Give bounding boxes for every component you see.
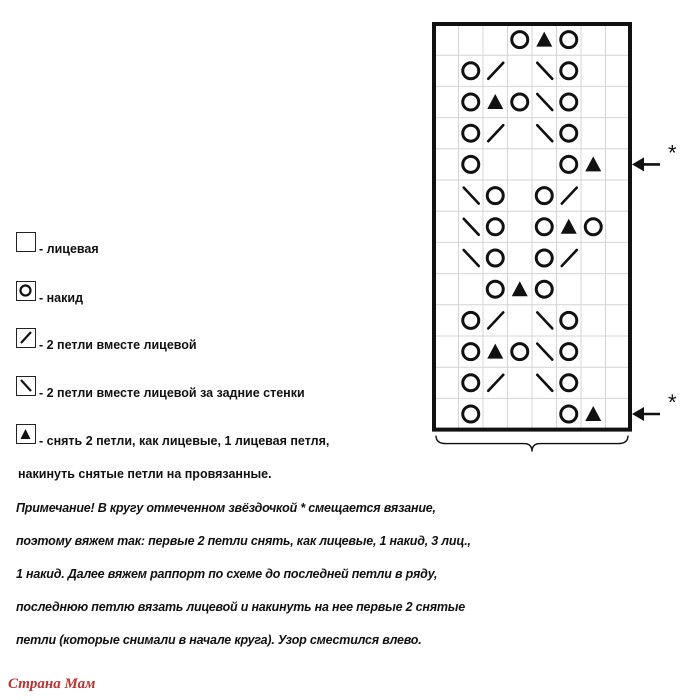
sk2p-mark — [487, 344, 503, 359]
yarn-over-mark — [561, 63, 577, 79]
yarn-over-mark — [512, 94, 528, 110]
yarn-over-mark — [561, 125, 577, 141]
ssk-mark — [537, 63, 552, 79]
yarn-over-mark — [463, 375, 479, 391]
legend-item-k2tog — [16, 328, 197, 352]
k2tog-mark — [488, 63, 503, 79]
sk2p-mark — [512, 281, 528, 296]
legend-label-sk2p-cont: накинуть снятые петли на провязанные. — [18, 467, 272, 481]
knit-symbol-icon — [16, 232, 36, 252]
ssk-symbol-icon — [16, 376, 36, 396]
note-line-1: Примечание! В кругу отмеченном звёздочкой * смещается вязание, — [16, 501, 436, 515]
yarn-over-mark — [487, 188, 503, 204]
chart-star-markers — [632, 140, 677, 421]
k2tog-symbol-icon — [16, 328, 36, 348]
note-line-2: поэтому вяжем так: первые 2 петли снять, как лицевые, 1 накид, 3 лиц., — [16, 534, 471, 548]
yarn-over-mark — [561, 156, 577, 172]
k2tog-mark — [488, 375, 503, 391]
yarn-over-mark — [463, 94, 479, 110]
yarn-over-mark — [536, 188, 552, 204]
k2tog-mark — [488, 125, 503, 141]
legend-item-sk2p — [16, 424, 329, 448]
ssk-mark — [464, 188, 479, 204]
repeat-brace — [436, 436, 628, 452]
yarn-over-mark — [512, 344, 528, 360]
star-icon: * — [668, 140, 677, 166]
ssk-mark — [537, 94, 552, 110]
yarn-over-symbol-icon — [16, 281, 36, 301]
yarn-over-mark — [463, 406, 479, 422]
yarn-over-mark — [536, 281, 552, 297]
ssk-mark — [537, 312, 552, 328]
sk2p-mark — [536, 32, 552, 47]
yarn-over-mark — [463, 312, 479, 328]
yarn-over-mark — [463, 344, 479, 360]
sk2p-mark — [585, 156, 601, 171]
yarn-over-mark — [561, 406, 577, 422]
watermark: Страна Мам — [8, 676, 96, 692]
legend-label-knit: - лицевая — [39, 242, 99, 256]
yarn-over-mark — [536, 250, 552, 266]
note-line-5: петли (которые снимали в начале круга). Узор сместился влево. — [16, 633, 422, 647]
yarn-over-mark — [561, 94, 577, 110]
sk2p-mark — [487, 94, 503, 109]
k2tog-mark — [562, 188, 577, 204]
star-marker — [632, 140, 677, 171]
sk2p-mark — [561, 219, 577, 234]
yarn-over-mark — [561, 375, 577, 391]
repeat-brace-path — [436, 436, 628, 452]
yarn-over-mark — [561, 344, 577, 360]
yarn-over-mark — [561, 32, 577, 48]
ssk-mark — [537, 375, 552, 391]
arrow-left-icon — [632, 407, 644, 421]
legend-label-ssk: - 2 петли вместе лицевой за задние стенки — [39, 386, 305, 400]
ssk-mark — [464, 219, 479, 235]
sk2p-symbol-icon — [16, 424, 36, 444]
yarn-over-mark — [561, 312, 577, 328]
legend-label-yarn-over: - накид — [39, 291, 84, 305]
legend-item-yarn-over — [16, 281, 83, 305]
note-line-4: последнюю петлю вязать лицевой и накинуть на нее первые 2 снятые — [16, 600, 466, 614]
yarn-over-mark — [585, 219, 601, 235]
yarn-over-mark — [512, 32, 528, 48]
yarn-over-mark — [487, 219, 503, 235]
sk2p-mark — [585, 406, 601, 421]
star-marker — [632, 390, 677, 421]
ssk-mark — [464, 250, 479, 266]
legend-label-sk2p: - снять 2 петли, как лицевые, 1 лицевая петля, — [39, 434, 330, 448]
arrow-left-icon — [632, 157, 644, 171]
yarn-over-mark — [487, 281, 503, 297]
yarn-over-mark — [463, 125, 479, 141]
yarn-over-mark — [536, 219, 552, 235]
k2tog-mark — [488, 312, 503, 328]
star-icon: * — [668, 390, 677, 415]
legend-label-k2tog: - 2 петли вместе лицевой — [39, 338, 197, 352]
legend-item-ssk — [16, 376, 305, 400]
yarn-over-mark — [463, 156, 479, 172]
legend-item-knit — [16, 232, 99, 256]
note-line-3: 1 накид. Далее вяжем раппорт по схеме до последней петли в ряду, — [16, 567, 438, 581]
yarn-over-mark — [487, 250, 503, 266]
yarn-over-mark — [463, 63, 479, 79]
ssk-mark — [537, 125, 552, 141]
k2tog-mark — [562, 250, 577, 266]
ssk-mark — [537, 344, 552, 360]
